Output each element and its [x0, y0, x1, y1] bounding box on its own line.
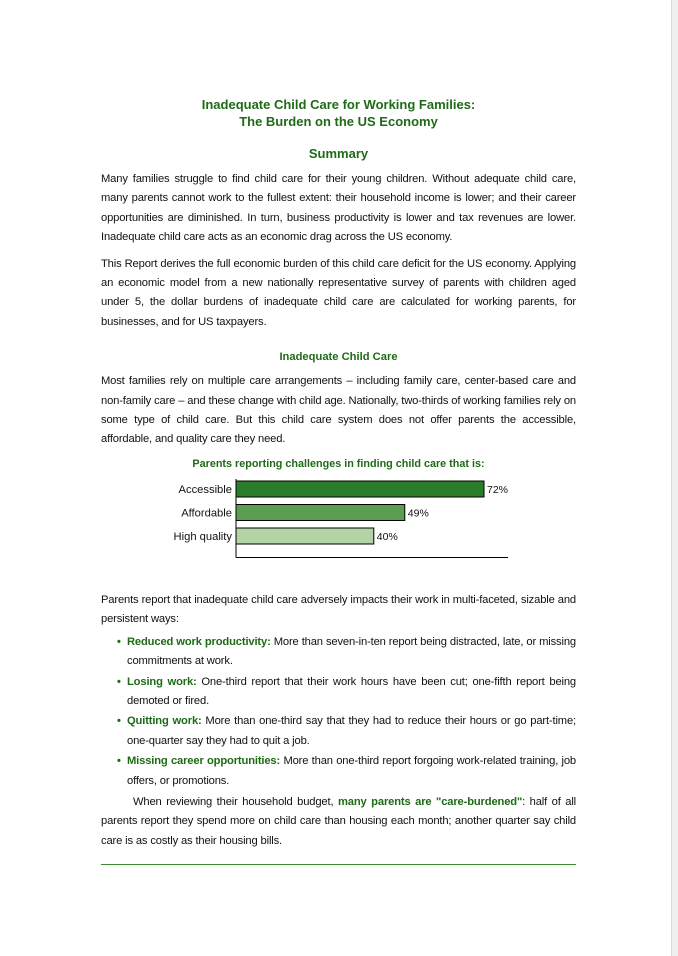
chart-svg	[101, 473, 576, 570]
impact-item	[101, 712, 576, 751]
value-label: 40%	[376, 530, 398, 543]
impact-lead: Losing work:	[127, 675, 197, 688]
impact-item	[101, 633, 576, 672]
footer-rule	[101, 864, 576, 865]
bar	[236, 504, 405, 520]
bullet-icon: •	[117, 635, 121, 648]
impact-item	[101, 673, 576, 712]
category-label: Affordable	[181, 507, 232, 520]
impact-text: More than one-third report forgoing work-related training, job offers, or promotions.	[127, 755, 576, 787]
title-line-1: Inadequate Child Care for Working Families:	[201, 97, 476, 112]
bar	[236, 528, 374, 544]
bar	[236, 481, 484, 497]
impact-lead: Quitting work:	[127, 715, 202, 728]
impact-text: More than one-third say that they had to reduce their hours or go part-time; one-quarter say they had to quit a job.	[127, 715, 576, 747]
impact-lead: Reduced work productivity:	[127, 635, 271, 648]
category-label: Accessible	[178, 483, 232, 496]
budget-paragraph	[101, 793, 576, 851]
document-title	[101, 96, 576, 130]
document-body	[101, 96, 576, 851]
budget-text-end: : half of all parents report they spend more on child care than housing each month; another quarter say child care is as costly as their housing bills.	[101, 795, 577, 847]
value-label: 49%	[407, 507, 429, 520]
bullet-icon: •	[117, 675, 121, 688]
impact-item	[101, 752, 576, 791]
page-edge	[671, 0, 678, 956]
impact-text: One-third report that their work hours have been cut; one-fifth report being demoted or fired.	[127, 675, 576, 707]
section-heading: Inadequate Child Care	[279, 351, 398, 364]
impacts-list	[101, 633, 576, 791]
budget-highlight: many parents are "care-burdened"	[337, 795, 523, 808]
impact-text: More than seven-in-ten report being distracted, late, or missing commitments at work.	[127, 635, 576, 668]
summary-paragraph-1: Many families struggle to find child care for their young children. Without adequate child care, many parents cannot work to the fullest extent: their household income is lower; and their career opportunities are diminished. In turn, business productivity is lower and tax revenues are lower. Inadequate child care acts as an economic drag across the US economy.	[101, 173, 576, 244]
summary-heading: Summary	[308, 146, 369, 161]
bullet-icon: •	[117, 715, 121, 728]
section-paragraph-1: Most families rely on multiple care arrangements – including family care, center-based care and non-family care – and these change with child age. Nationally, two-thirds of working families rely on some type of child care. But this child care system does not offer parents the accessible, affordable, and quality care they need.	[101, 375, 576, 446]
bullet-icon: •	[117, 755, 121, 768]
impact-lead: Missing career opportunities:	[127, 755, 281, 768]
title-line-2: The Burden on the US Economy	[239, 114, 438, 129]
category-label: High quality	[173, 530, 232, 543]
value-label: 72%	[487, 483, 509, 496]
impacts-intro: Parents report that inadequate child care adversely impacts their work in multi-faceted, sizable and persistent ways:	[101, 593, 576, 626]
chart-title: Parents reporting challenges in finding child care that is:	[192, 457, 485, 470]
budget-text-start: When reviewing their household budget,	[133, 795, 338, 808]
summary-paragraph-2: This Report derives the full economic burden of this child care deficit for the US economy. Applying an economic model from a new nationally representative survey of parents with children aged under 5, the dollar burdens of inadequate child care are calculated for working parents, for businesses, and for US taxpayers.	[101, 257, 576, 328]
bar-chart	[101, 473, 576, 570]
